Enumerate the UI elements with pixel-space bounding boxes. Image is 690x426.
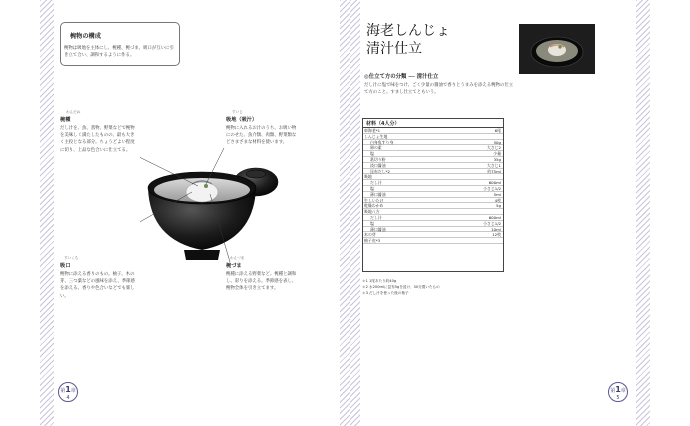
callout-text: だし汁を、魚、蒸物、野菜などで椀物を美味しく満たしたものの、最も大きく主役となる部分。ちょうどよい程度に切り、上品な色合いに仕立てる。 <box>60 126 135 153</box>
recipe-description: だし汁に塩で味をつけ、ごく少量の醤油で香りとうまみを添える椀物の仕立て方のこと。すまし仕立てともいう。 <box>364 83 514 96</box>
ingredient-amount: 4枚 <box>494 197 501 203</box>
note: ＊1 1尾あたり約40g <box>362 279 397 283</box>
ingredient-name: 車海老*1 <box>364 128 381 133</box>
callout-title: 吸地（吸汁） <box>226 117 258 123</box>
page-number-badge-right <box>608 382 628 402</box>
ingredient-amount: 6尾 <box>494 128 501 133</box>
callout-title: 吸口 <box>60 263 71 269</box>
chapter-prefix: 第 <box>60 388 66 394</box>
ingredient-amount: 大さじ2 <box>486 145 501 151</box>
chapter-prefix: 第 <box>610 388 616 394</box>
callout-title: 椀づま <box>226 263 242 269</box>
section-title: 椀物の構成 <box>70 33 101 40</box>
callout-text: 椀物に入れるお汁のうち、お吸い物にのせた、魚介類、肉類、野菜類などさまざまな材料を使います。 <box>226 126 297 146</box>
ingredient-name: 葛切り粉 <box>370 156 386 162</box>
bowl-illustration <box>140 148 290 268</box>
chapter-suffix: 章 <box>620 388 626 394</box>
ingredient-amount: 600ml <box>488 180 501 186</box>
callout-suikuchi <box>60 256 138 300</box>
note: ＊3 だし汁を使った後の柚子 <box>362 291 409 295</box>
recipe-title-line1: 海老しんじょ <box>366 23 450 39</box>
left-edge-stripe <box>40 0 54 426</box>
ingredient-name: 吸地 <box>364 174 372 180</box>
callout-ruby: すいくち <box>64 256 79 260</box>
ingredient-name: しんじょ生地 <box>364 133 388 139</box>
ingredient-name: 昆布だし*2 <box>370 168 390 174</box>
ingredient-name: 卵の素 <box>370 145 382 151</box>
chapter-number: 1 <box>615 385 621 394</box>
ingredient-amount: 5ml <box>493 191 501 197</box>
ingredient-amount: 小さじ1/2 <box>483 220 501 226</box>
page-number-badge-left <box>58 382 78 402</box>
callout-wandane <box>60 110 138 154</box>
right-edge-stripe <box>636 0 650 426</box>
callout-ruby: わんだね <box>66 110 81 114</box>
ingredient-name: 塩 <box>370 220 374 226</box>
ingredient-name: 柚子皮*3 <box>364 238 381 244</box>
recipe-subtitle: ◎仕立て方の分類 ── 清汁仕立 <box>364 74 439 80</box>
callout-suiji <box>226 110 298 147</box>
ingredients-table <box>362 118 504 272</box>
ingredient-name: 乾燥わかめ <box>364 203 384 209</box>
note: ＊2 水200mlに昆布5gを浸け、30分置いたもの <box>362 285 440 289</box>
page-number: 5 <box>616 395 620 401</box>
ingredient-amount: 12枚 <box>492 232 501 238</box>
page-number: 4 <box>66 395 70 401</box>
callout-ruby: すいじ <box>232 110 243 114</box>
chapter-suffix: 章 <box>70 388 76 394</box>
callout-text: 椀物に添える香りのもの。柚子、木の芽、三つ葉などの風味を添え、季節感を添える。香りや色合いなどでも楽しい。 <box>60 272 135 299</box>
ingredient-amount: 35g <box>493 156 501 162</box>
ingredient-name: 薄口醤油 <box>370 191 386 197</box>
ingredient-name: だし汁 <box>370 214 382 220</box>
ingredient-name: 白身魚すり身 <box>370 139 394 145</box>
recipe-title-line2: 清汁仕立 <box>366 41 422 57</box>
callout-ruby: わんづま <box>230 256 245 260</box>
ingredient-amount: 少量 <box>493 151 501 157</box>
ingredient-name: 生しいたけ <box>364 197 384 203</box>
ingredient-amount: 約75ml <box>487 168 501 174</box>
section-description: 椀物は吸地を主体にし、椀種、椀づま、吸口が互いに引き立て合い、調和するように作る。 <box>64 46 174 59</box>
ingredients-header: 材料（4人分） <box>363 119 503 128</box>
intro-box <box>60 22 180 66</box>
gutter-stripe-right <box>350 0 360 426</box>
ingredient-amount: 5g <box>496 203 501 209</box>
ingredient-name: だし汁 <box>370 180 382 186</box>
recipe-notes <box>362 278 532 296</box>
ingredient-name: 塩 <box>370 185 374 191</box>
ingredient-name: 淡口醤油 <box>370 162 386 168</box>
recipe-title <box>366 22 450 58</box>
chapter-number: 1 <box>65 385 71 394</box>
soup-bowl-image <box>519 24 595 74</box>
callout-text: 椀種に添える野菜など。椀種と調和し、彩りを添える。季節感を表し、椀物全体を引き立てます。 <box>226 272 297 292</box>
ingredient-name: 塩 <box>370 151 374 157</box>
ingredient-amount: 600ml <box>488 214 501 220</box>
ingredient-name: 木の芽 <box>364 232 376 238</box>
ingredient-amount: 小さじ1/2 <box>483 185 501 191</box>
ingredient-name: 薄口醤油 <box>370 226 386 232</box>
soup-photo <box>519 24 595 74</box>
ingredient-row <box>363 238 503 244</box>
callout-title: 椀種 <box>60 117 71 123</box>
gutter-stripe-left <box>340 0 350 426</box>
ingredient-name: 吸地八方 <box>364 209 380 215</box>
ingredient-amount: 大さじ1 <box>486 162 501 168</box>
ingredient-amount: 10ml <box>491 226 501 232</box>
ingredient-amount: 50g <box>493 139 501 145</box>
